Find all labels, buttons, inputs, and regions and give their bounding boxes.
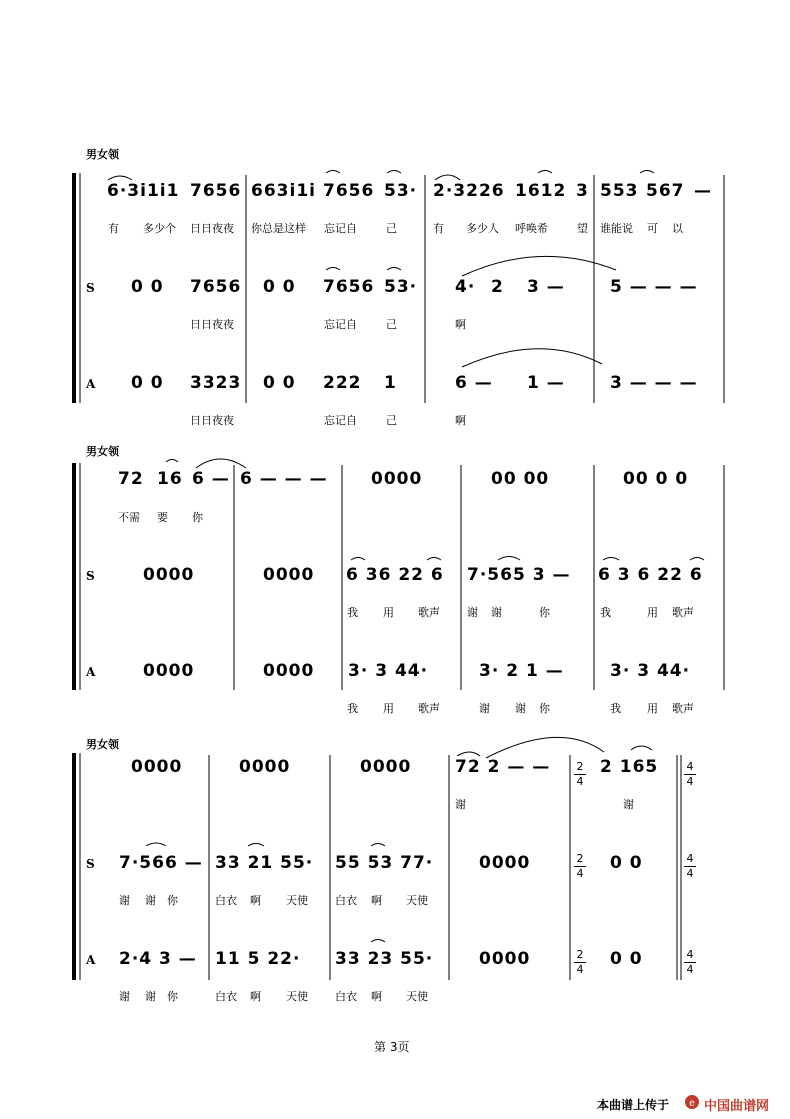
alto-note: 0 0: [610, 949, 643, 969]
lyric: 有: [108, 222, 119, 235]
soprano-note: 7·566 —: [119, 853, 203, 873]
lyric: 你: [539, 606, 550, 619]
soprano-note: 3 —: [527, 277, 565, 297]
soprano-note: 4·: [455, 277, 476, 297]
lyric: 用: [647, 702, 658, 715]
lead-label: 男女领: [86, 738, 119, 751]
lyric: 我: [347, 702, 358, 715]
page-number: 第 3页: [374, 1040, 410, 1054]
time-signature-4-4: 4 4: [684, 761, 696, 788]
lyric: 你总是这样: [251, 222, 306, 235]
soprano-label: S: [86, 569, 95, 583]
alto-label: A: [86, 953, 96, 967]
lyric: 天使: [286, 894, 308, 907]
soprano-note: 7656: [323, 277, 375, 297]
lyric: 谢: [145, 894, 156, 907]
lyric: 可: [647, 222, 658, 235]
lyric: 歌声: [672, 606, 694, 619]
lyric: 日日夜夜: [190, 222, 234, 235]
lyric: 白衣: [335, 990, 357, 1003]
lyric: 多少人: [466, 222, 499, 235]
site-logo[interactable]: 中国曲谱网: [704, 1099, 770, 1114]
soprano-note: 0 0: [131, 277, 164, 297]
soprano-note: 0000: [479, 853, 531, 873]
time-signature-4-4: 4 4: [684, 949, 696, 976]
alto-note: 2·4 3 —: [119, 949, 197, 969]
lyric: 啊: [250, 894, 261, 907]
alto-label: A: [86, 377, 96, 391]
alto-note: 3323: [190, 373, 242, 393]
soprano-label: S: [86, 281, 95, 295]
lead-note-9: 553: [600, 181, 639, 201]
time-signature-2-4: 2 4: [574, 761, 586, 788]
lyric: 白衣: [215, 894, 237, 907]
lyric: 啊: [371, 990, 382, 1003]
lyric: 己: [386, 414, 397, 427]
soprano-note: 0 0: [263, 277, 296, 297]
lead-note-4: 7656: [323, 181, 375, 201]
lyric: 呼唤希: [515, 222, 548, 235]
lyric: 你: [192, 511, 203, 524]
soprano-note: 0 0: [610, 853, 643, 873]
soprano-note: 53·: [384, 277, 418, 297]
lyric: 歌声: [418, 606, 440, 619]
alto-note: 1: [384, 373, 397, 393]
lyric: 白衣: [335, 894, 357, 907]
alto-note: 6 —: [455, 373, 493, 393]
soprano-note: 33 21 55·: [215, 853, 314, 873]
lead-note: 16: [157, 469, 183, 489]
lead-note-6: 2·3226: [433, 181, 505, 201]
alto-note: 3· 2 1 —: [479, 661, 564, 681]
lead-note: 0000: [360, 757, 412, 777]
lead-note: 0000: [239, 757, 291, 777]
alto-note: 0000: [479, 949, 531, 969]
soprano-label: S: [86, 857, 95, 871]
alto-note: 0 0: [263, 373, 296, 393]
lyric: 你: [167, 990, 178, 1003]
lyric: 歌声: [672, 702, 694, 715]
lyric: 你: [539, 702, 550, 715]
lyric: 以: [672, 222, 683, 235]
lead-note-5: 53·: [384, 181, 418, 201]
lyric: 谢: [119, 990, 130, 1003]
lyric: 啊: [250, 990, 261, 1003]
soprano-note: 0000: [263, 565, 315, 585]
lead-label: 男女领: [86, 148, 119, 161]
lyric: 谢: [119, 894, 130, 907]
lyric: 不需: [118, 511, 140, 524]
lead-note: 0000: [371, 469, 423, 489]
lyric: 日日夜夜: [190, 414, 234, 427]
lyric: 你: [167, 894, 178, 907]
lyric: 天使: [406, 990, 428, 1003]
alto-note: 11 5 22·: [215, 949, 301, 969]
lyric: 我: [347, 606, 358, 619]
alto-note: 0000: [143, 661, 195, 681]
alto-note: 3 — — —: [610, 373, 698, 393]
alto-note: 222: [323, 373, 362, 393]
soprano-note: 6 3 6 22 6: [598, 565, 703, 585]
lyric: 忘记自: [324, 222, 357, 235]
lead-note-1: 6·3i1i1: [107, 181, 180, 201]
lyric: 谢: [623, 798, 634, 811]
lyric: 谢: [515, 702, 526, 715]
lead-note-11: —: [694, 181, 712, 201]
lyric: 白衣: [215, 990, 237, 1003]
lyric: 忘记自: [324, 318, 357, 331]
site-logo-icon: [684, 1094, 700, 1114]
upload-credit: 本曲谱上传于: [597, 1098, 670, 1112]
soprano-note: 6 36 22 6: [346, 565, 444, 585]
soprano-note: 7·565 3 —: [467, 565, 571, 585]
soprano-note: 2: [491, 277, 504, 297]
time-signature-4-4: 4 4: [684, 853, 696, 880]
lyric: 歌声: [418, 702, 440, 715]
lyric: 多少个: [143, 222, 176, 235]
lyric: 我: [600, 606, 611, 619]
soprano-note: 5 — — —: [610, 277, 698, 297]
lead-note: 72: [118, 469, 144, 489]
lead-note: 6 — — —: [240, 469, 328, 489]
lyric: 我: [610, 702, 621, 715]
soprano-note: 55 53 77·: [335, 853, 434, 873]
lyric: 要: [157, 511, 168, 524]
lyric: 谢: [145, 990, 156, 1003]
lead-note: 0000: [131, 757, 183, 777]
alto-note: 1 —: [527, 373, 565, 393]
lyric: 忘记自: [324, 414, 357, 427]
alto-note: 3· 3 44·: [610, 661, 691, 681]
lyric: 有: [433, 222, 444, 235]
lead-note: 72 2 — —: [455, 757, 551, 777]
lead-note-2: 7656: [190, 181, 242, 201]
soprano-note: 0000: [143, 565, 195, 585]
svg-text:e: e: [689, 1098, 695, 1109]
lead-note-3: 663i1i: [251, 181, 316, 201]
time-signature-2-4: 2 4: [574, 949, 586, 976]
lead-note-10: 567: [646, 181, 685, 201]
lead-label: 男女领: [86, 445, 119, 458]
lyric: 谢: [479, 702, 490, 715]
lyric: 己: [386, 318, 397, 331]
lead-note: 00 00: [491, 469, 550, 489]
lyric: 望: [577, 222, 588, 235]
lyric: 己: [386, 222, 397, 235]
lyric: 谁能说: [600, 222, 633, 235]
lyric: 日日夜夜: [190, 318, 234, 331]
alto-label: A: [86, 665, 96, 679]
alto-note: 3· 3 44·: [348, 661, 429, 681]
lyric: 天使: [406, 894, 428, 907]
lyric: 啊: [371, 894, 382, 907]
lead-note: 2 165: [600, 757, 659, 777]
lyric: 谢: [467, 606, 478, 619]
lyric: 啊: [455, 318, 466, 331]
lyric: 用: [383, 702, 394, 715]
alto-note: 33 23 55·: [335, 949, 434, 969]
lyric: 啊: [455, 414, 466, 427]
lyric: 用: [647, 606, 658, 619]
lead-note: 6 —: [192, 469, 230, 489]
lyric: 谢: [491, 606, 502, 619]
soprano-note: 7656: [190, 277, 242, 297]
alto-note: 0000: [263, 661, 315, 681]
lyric: 用: [383, 606, 394, 619]
lyric: 天使: [286, 990, 308, 1003]
time-signature-2-4: 2 4: [574, 853, 586, 880]
lead-note-7: 1612: [515, 181, 567, 201]
lead-note-8: 3: [576, 181, 589, 201]
lead-note: 00 0 0: [623, 469, 689, 489]
lyric: 谢: [455, 798, 466, 811]
alto-note: 0 0: [131, 373, 164, 393]
